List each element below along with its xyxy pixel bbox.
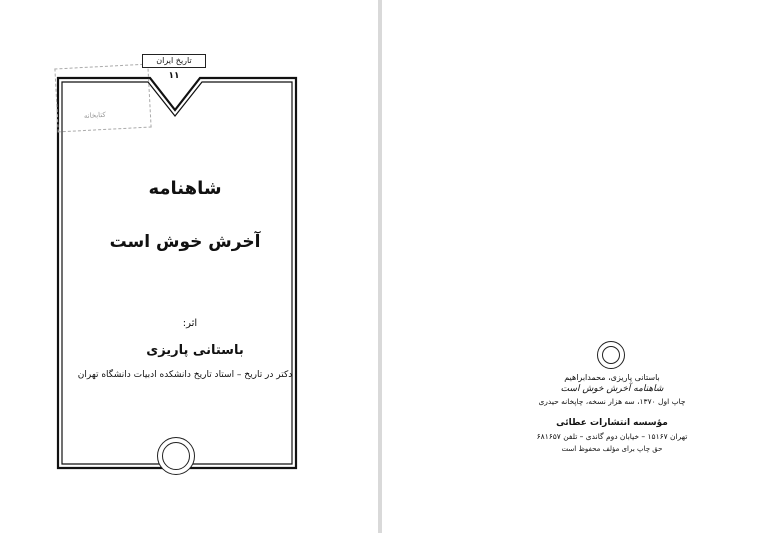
ornamental-seal-icon [157, 437, 195, 475]
series-number: ١١ [168, 71, 180, 81]
author-name: باستانی پاریزی [146, 343, 244, 358]
author-credentials: دکتر در تاریخ – استاد تاریخ دانشکده ادبیات دانشگاه تهران [77, 370, 293, 380]
imprint-title: شاهنامه آخرش خوش است [560, 384, 664, 394]
imprint-author: باستانی پاریزی، محمدابراهیم [564, 373, 660, 382]
series-label: تاریخ ایران [142, 54, 206, 68]
by-label: اثر: [182, 318, 198, 329]
book-title: شاهنامه [148, 178, 222, 199]
library-stamp: کتابخانه [54, 64, 151, 133]
imprint-rights: حق چاپ برای مؤلف محفوظ است [561, 445, 663, 453]
title-page [0, 0, 378, 533]
imprint-publisher: مؤسسه انتشارات عطائی [556, 418, 668, 428]
book-subtitle: آخرش خوش است [109, 232, 261, 252]
imprint-page [382, 0, 771, 533]
imprint-edition: چاپ اول ۱۳۷۰، سه هزار نسخه، چاپخانه حیدری [538, 397, 686, 406]
imprint-address: تهران ۱۵۱۶۷ – خیابان دوم گاندی – تلفن ۶۸۱۶۵۷ [536, 432, 688, 441]
publisher-logo-icon [597, 341, 625, 369]
